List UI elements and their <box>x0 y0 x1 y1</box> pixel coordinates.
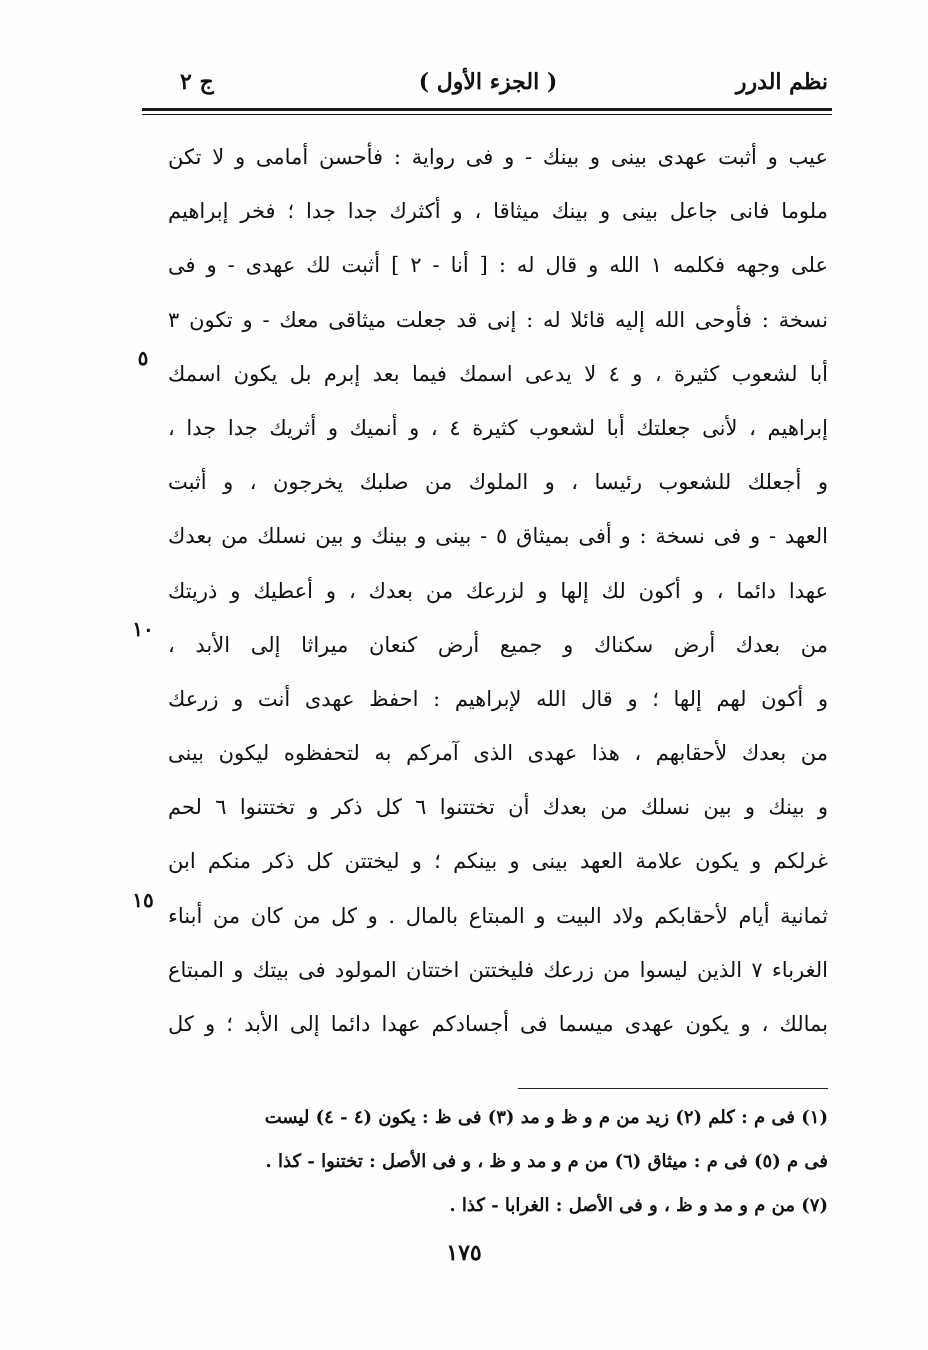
text-line: ثمانية أيام لأحقابكم ولاد البيت و المبتاع بالمال . و كل من كان من أبناء <box>168 903 828 928</box>
footnote-line: (١) فى م : كلم (٢) زيد من م و ظ و مد (٣) فى ظ : يكون (٤ - ٤) ليست <box>264 1107 828 1128</box>
text-line: أبا لشعوب كثيرة ، و ٤ لا يدعى اسمك فيما بعد إبرم بل يكون اسمك <box>168 361 828 386</box>
running-header <box>148 62 828 102</box>
header-rule-thin <box>142 114 832 115</box>
text-line: ملوما فانى جاعل بينى و بينك ميثاقا ، و أكثرك جدا جدا ؛ فخر إبراهيم <box>168 199 828 224</box>
margin-line-number: ٥ <box>137 346 149 370</box>
text-line: العهد - و فى نسخة : و أفى بميثاق ٥ - بينى و بينك و بين نسلك من بعدك <box>168 524 828 549</box>
text-line: نسخة : فأوحى الله إليه قائلا له : إنى قد جعلت ميثاقى معك - و تكون ٣ <box>168 307 828 332</box>
text-line: غرلكم و يكون علامة العهد بينى و بينكم ؛ و ليختتن كل ذكر منكم ابن <box>168 849 828 874</box>
text-line: و أكون لهم إلها ؛ و قال الله لإبراهيم : احفظ عهدى أنت و زرعك <box>168 686 828 711</box>
text-line: من بعدك لأحقابهم ، هذا عهدى الذى آمركم به لتحفظوه ليكون بينى <box>168 741 828 766</box>
text-line: و بينك و بين نسلك من بعدك أن تختتنوا ٦ كل ذكر و تختتنوا ٦ لحم <box>168 795 828 820</box>
text-line: عهدا دائما ، و أكون لك إلها و لزرعك من بعدك ، و أعطيك و ذريتك <box>168 578 828 603</box>
footnotes <box>168 1096 828 1228</box>
footnote-separator <box>518 1088 828 1089</box>
part-label: ( الجزء الأول ) <box>418 69 558 95</box>
margin-line-number: ١٥ <box>132 888 154 912</box>
page-number: ١٧٥ <box>446 1240 482 1266</box>
text-line: على وجهه فكلمه ١ الله و قال له : [ أنا - ٢ ] أثبت لك عهدى - و فى <box>168 253 828 278</box>
text-line: و أجعلك للشعوب رئيسا ، و الملوك من صلبك يخرجون ، و أثبت <box>168 470 828 495</box>
text-line: من بعدك أرض سكناك و جميع أرض كنعان ميراثا إلى الأبد ، <box>168 632 828 657</box>
volume-ref: ج ٢ <box>180 69 214 95</box>
main-text <box>168 130 828 1051</box>
footnote-line: (٧) من م و مد و ظ ، و فى الأصل : الغرابا - كذا . <box>449 1195 828 1216</box>
text-line: عيب و أثبت عهدى بينى و بينك - و فى رواية : فأحسن أمامى و لا تكن <box>168 145 828 169</box>
footnote-line: فى م (٥) فى م : ميثاق (٦) من م و مد و ظ ، و فى الأصل : تختنوا - كذا . <box>265 1151 828 1172</box>
text-line: إبراهيم ، لأنى جعلتك أبا لشعوب كثيرة ٤ ، و أنميك و أثريك جدا جدا ، <box>168 415 828 440</box>
margin-line-number: ١٠ <box>132 617 154 641</box>
text-line: بمالك ، و يكون عهدى ميسما فى أجسادكم عهدا دائما إلى الأبد ؛ و كل <box>168 1012 828 1036</box>
header-rule-thick <box>142 108 832 111</box>
book-title: نظم الدرر <box>735 69 828 95</box>
text-line: الغرباء ٧ الذين ليسوا من زرعك فليختتن اختتان المولود فى بيتك و المبتاع <box>168 957 828 982</box>
